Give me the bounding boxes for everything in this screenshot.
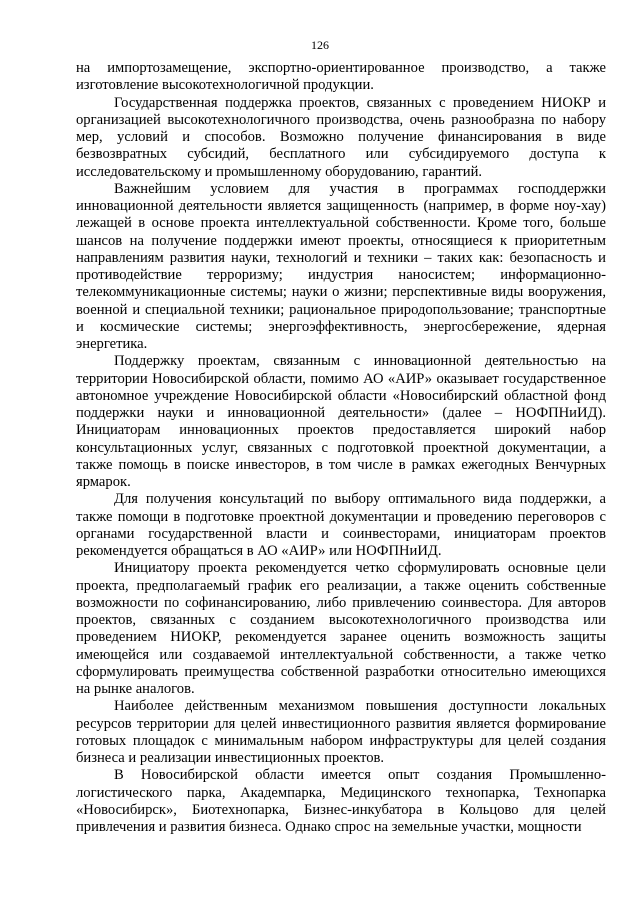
page-number: 126: [311, 38, 329, 52]
paragraph-initiator-advice: Инициатору проекта рекомендуется четко сформулировать основные цели проекта, предполагаемый график его реализации, а также оценить собственные возможности по софинансированию, либо привлечению соинвестора. Для авторов проектов, связанных с созданием высокотехнологичного производства или проведением НИОКР, рекомендуется заранее оценить возможность защиты имеющейся или создаваемой интеллектуальной собственности, а также четко сформулировать преимущества собственной разработки относительно имеющихся на рынке аналогов.: [76, 560, 606, 697]
paragraph-nofpniid-support: Поддержку проектам, связанным с инновационной деятельностью на территории Новосибирской области, помимо АО «АИР» оказывает государственное автономное учреждение Новосибирской области «Новосибирский областной фонд поддержки науки и инновационной деятельности» (далее – НОФПНиИД). Инициаторам инновационных проектов предоставляется широкий набор консультационных услуг, связанных с подготовкой проектной документации, а также помощь в поиске инвесторов, в том числе в рамках ежегодных Венчурных ярмарок.: [76, 353, 606, 490]
paragraph-regional-experience: В Новосибирской области имеется опыт создания Промышленно-логистического парка, Академпарка, Медицинского технопарка, Технопарка «Новосибирск», Биотехнопарка, Бизнес-инкубатора в Кольцово для целей привлечения и развития бизнеса. Однако спрос на земельные участки, мощности: [76, 767, 606, 835]
page-body: [76, 60, 606, 836]
paragraph-consultations: Для получения консультаций по выбору оптимального вида поддержки, а также помощи в подготовке проектной документации и проведению переговоров с органами государственной власти и соинвесторами, инициаторам проектов рекомендуется обращаться в АО «АИР» или НОФПНиИД.: [76, 491, 606, 559]
paragraph-continuation: на импортозамещение, экспортно-ориентированное производство, а также изготовление высокотехнологичной продукции.: [76, 60, 606, 94]
paragraph-sites-mechanism: Наиболее действенным механизмом повышения доступности локальных ресурсов территории для целей инвестиционного развития является формирование готовых площадок с минимальным набором инфраструктуры для целей создания бизнеса и реализации инвестиционных проектов.: [76, 698, 606, 766]
paragraph-key-condition: Важнейшим условием для участия в программах господдержки инновационной деятельности является защищенность (например, в форме ноу-хау) лежащей в основе проекта интеллектуальной собственности. Кроме того, больше шансов на получение поддержки имеют проекты, относящиеся к приоритетным направлениям развития науки, технологий и техники – таких как: безопасность и противодействие терроризму; индустрия наносистем; информационно-телекоммуникационные системы; науки о жизни; перспективные виды вооружения, военной и специальной техники; рациональное природопользование; транспортные и космические системы; энергоэффективность, энергосбережение, ядерная энергетика.: [76, 180, 606, 352]
paragraph-state-support: Государственная поддержка проектов, связанных с проведением НИОКР и организацией высокотехнологичного производства, очень разнообразна по набору мер, условий и способов. Возможно получение финансирования в виде безвозвратных субсидий, бесплатного или субсидируемого доступа к исследовательскому и промышленному оборудованию, гарантий.: [76, 94, 606, 180]
